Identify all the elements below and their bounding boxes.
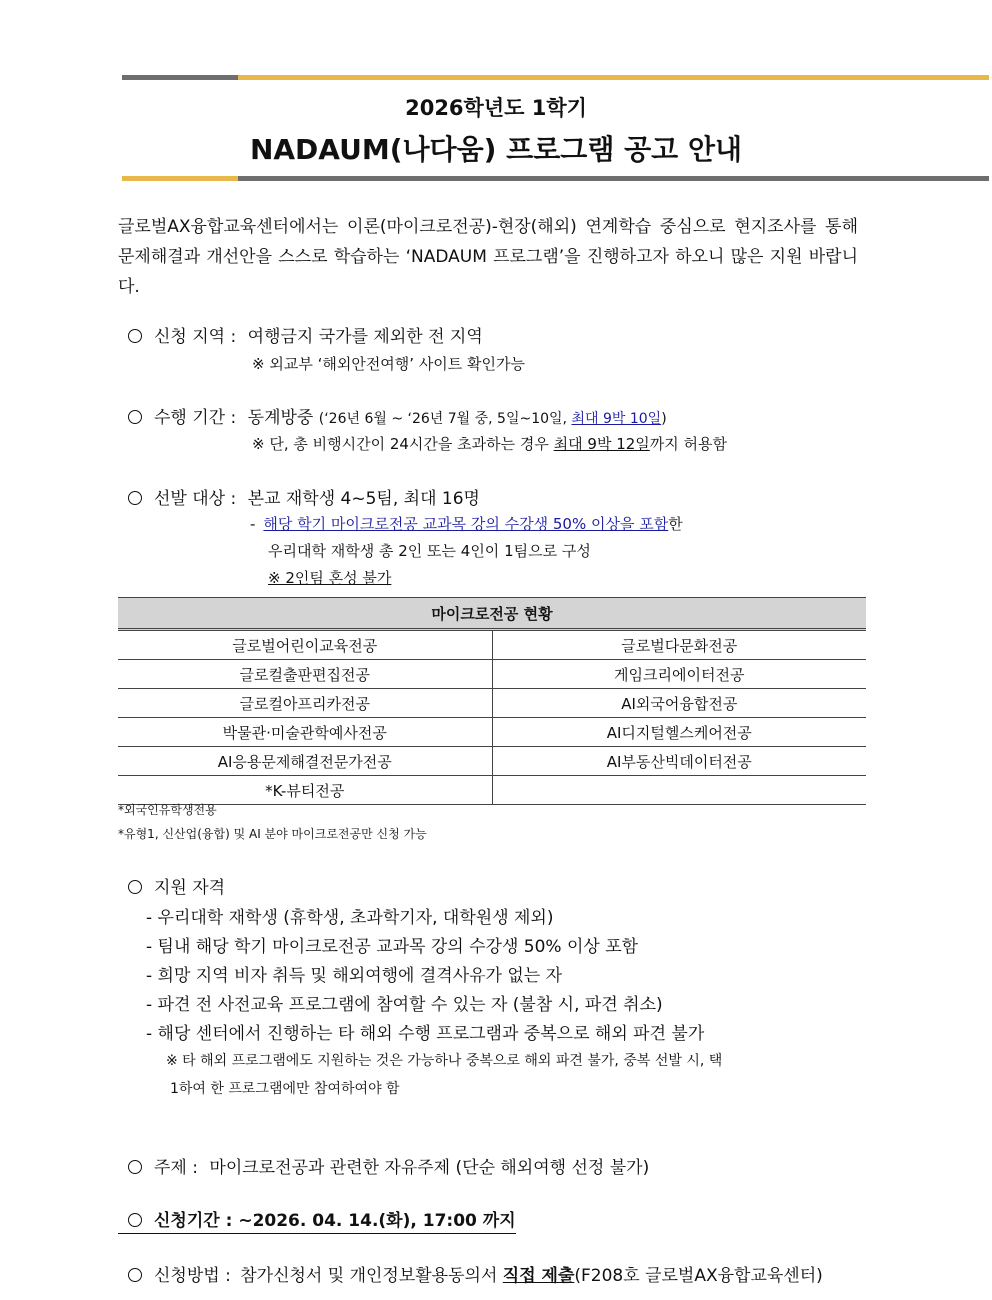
period-note-prefix: ※ 단, 총 비행시간이 24시간을 초과하는 경우	[252, 435, 554, 453]
method-line	[128, 1261, 823, 1286]
table-row	[118, 718, 866, 747]
topic-value: 마이크로전공과 관련한 자유주제 (단순 해외여행 선정 불가)	[209, 1158, 650, 1178]
period-note-underlined: 최대 9박 12일	[553, 435, 650, 453]
table-cell: 글로컬아프리카전공	[118, 689, 492, 718]
region-label: 신청 지역 :	[154, 327, 237, 347]
page-title: NADAUM(나다움) 프로그램 공고 안내	[249, 133, 743, 166]
table-cell: AI응용문제해결전문가전공	[118, 747, 492, 776]
micro-major-table	[118, 597, 866, 805]
eligibility-note-line1: ※ 타 해외 프로그램에도 지원하는 것은 가능하나 중복으로 해외 파견 불가, 중복 선발 시, 택	[166, 1053, 723, 1069]
method-suffix: (F208호 글로벌AX융합교육센터)	[574, 1266, 823, 1286]
footnote-international: *외국인유학생전용	[118, 803, 217, 817]
method-prefix: 참가신청서 및 개인정보활용동의서	[240, 1266, 503, 1286]
selection-value: 본교 재학생 4~5팀, 최대 16명	[247, 489, 480, 509]
circle-bullet-icon	[128, 329, 142, 343]
eligibility-label: 지원 자격	[154, 878, 226, 898]
deadline-text: 신청기간 : ~2026. 04. 14.(화), 17:00 까지	[154, 1211, 516, 1231]
selection-criteria-link[interactable]: 해당 학기 마이크로전공 교과목 강의 수강생 50% 이상을 포함	[263, 515, 669, 533]
period-max-link[interactable]: 최대 9박 10일	[571, 411, 662, 427]
circle-bullet-icon	[128, 880, 142, 894]
topic-label: 주제 :	[154, 1158, 198, 1178]
table-cell	[492, 776, 866, 805]
selection-dash: -	[250, 515, 256, 533]
region-note: ※ 외교부 ‘해외안전여행’ 사이트 확인가능	[252, 355, 526, 373]
method-label: 신청방법 :	[154, 1266, 231, 1286]
micro-major-table-header: 마이크로전공 현황	[118, 598, 866, 630]
period-value: 동계방중	[247, 408, 314, 428]
selection-line1	[250, 513, 683, 534]
eligibility-item: - 파견 전 사전교육 프로그램에 참여할 수 있는 자 (불참 시, 파견 취소)	[146, 995, 663, 1015]
table-cell: 글로벌다문화전공	[492, 630, 866, 660]
table-cell: AI부동산빅데이터전공	[492, 747, 866, 776]
deadline-line	[118, 1206, 516, 1234]
period-line	[128, 403, 667, 428]
table-row	[118, 689, 866, 718]
period-label: 수행 기간 :	[154, 408, 237, 428]
eligibility-heading	[128, 873, 225, 898]
intro-paragraph: 글로벌AX융합교육센터에서는 이론(마이크로전공)-현장(해외) 연계학습 중심으로 현지조사를 통해 문제해결과 개선안을 스스로 학습하는 ‘NADAUM 프로그램’을 진행하고자 하오니 많은 지원 바랍니다.	[118, 217, 858, 297]
title-semester: 2026학년도 1학기	[405, 96, 587, 120]
table-row	[118, 630, 866, 660]
table-row	[118, 747, 866, 776]
circle-bullet-icon	[128, 410, 142, 424]
circle-bullet-icon	[128, 491, 142, 505]
eligibility-item: - 해당 센터에서 진행하는 타 해외 수행 프로그램과 중복으로 해외 파견 불가	[146, 1024, 705, 1044]
period-detail-prefix: (‘26년 6월 ~ ‘26년 7월 중, 5일~10일,	[318, 411, 572, 427]
table-cell: AI외국어융합전공	[492, 689, 866, 718]
table-cell: 게임크리에이터전공	[492, 660, 866, 689]
selection-line1-suffix: 한	[668, 515, 683, 533]
selection-line2: 우리대학 재학생 총 2인 또는 4인이 1팀으로 구성	[268, 542, 591, 560]
eligibility-note-line2: 1하여 한 프로그램에만 참여하여야 함	[170, 1081, 400, 1097]
region-line	[128, 322, 483, 347]
table-cell: *K-뷰티전공	[118, 776, 492, 805]
selection-label: 선발 대상 :	[154, 489, 237, 509]
period-detail-suffix: )	[661, 411, 667, 427]
footnote-type1: *유형1, 신산업(융합) 및 AI 분야 마이크로전공만 신청 가능	[118, 827, 427, 841]
circle-bullet-icon	[128, 1213, 142, 1227]
table-cell: 박물관·미술관학예사전공	[118, 718, 492, 747]
period-note	[252, 433, 727, 454]
selection-line	[128, 484, 480, 509]
table-row	[118, 776, 866, 805]
eligibility-item: - 희망 지역 비자 취득 및 해외여행에 결격사유가 없는 자	[146, 966, 563, 986]
circle-bullet-icon	[128, 1160, 142, 1174]
selection-line3: ※ 2인팀 혼성 불가	[268, 569, 392, 587]
table-cell: AI디지털헬스케어전공	[492, 718, 866, 747]
period-note-suffix: 까지 허용함	[649, 435, 728, 453]
circle-bullet-icon	[128, 1268, 142, 1282]
table-cell: 글로벌어린이교육전공	[118, 630, 492, 660]
table-row	[118, 660, 866, 689]
region-value: 여행금지 국가를 제외한 전 지역	[247, 327, 483, 347]
method-underlined: 직접 제출	[502, 1266, 575, 1286]
table-cell: 글로컬출판편집전공	[118, 660, 492, 689]
eligibility-item: - 팀내 해당 학기 마이크로전공 교과목 강의 수강생 50% 이상 포함	[146, 937, 639, 957]
period-detail	[319, 411, 667, 427]
eligibility-item: - 우리대학 재학생 (휴학생, 초과학기자, 대학원생 제외)	[146, 908, 554, 928]
topic-line	[128, 1153, 649, 1178]
